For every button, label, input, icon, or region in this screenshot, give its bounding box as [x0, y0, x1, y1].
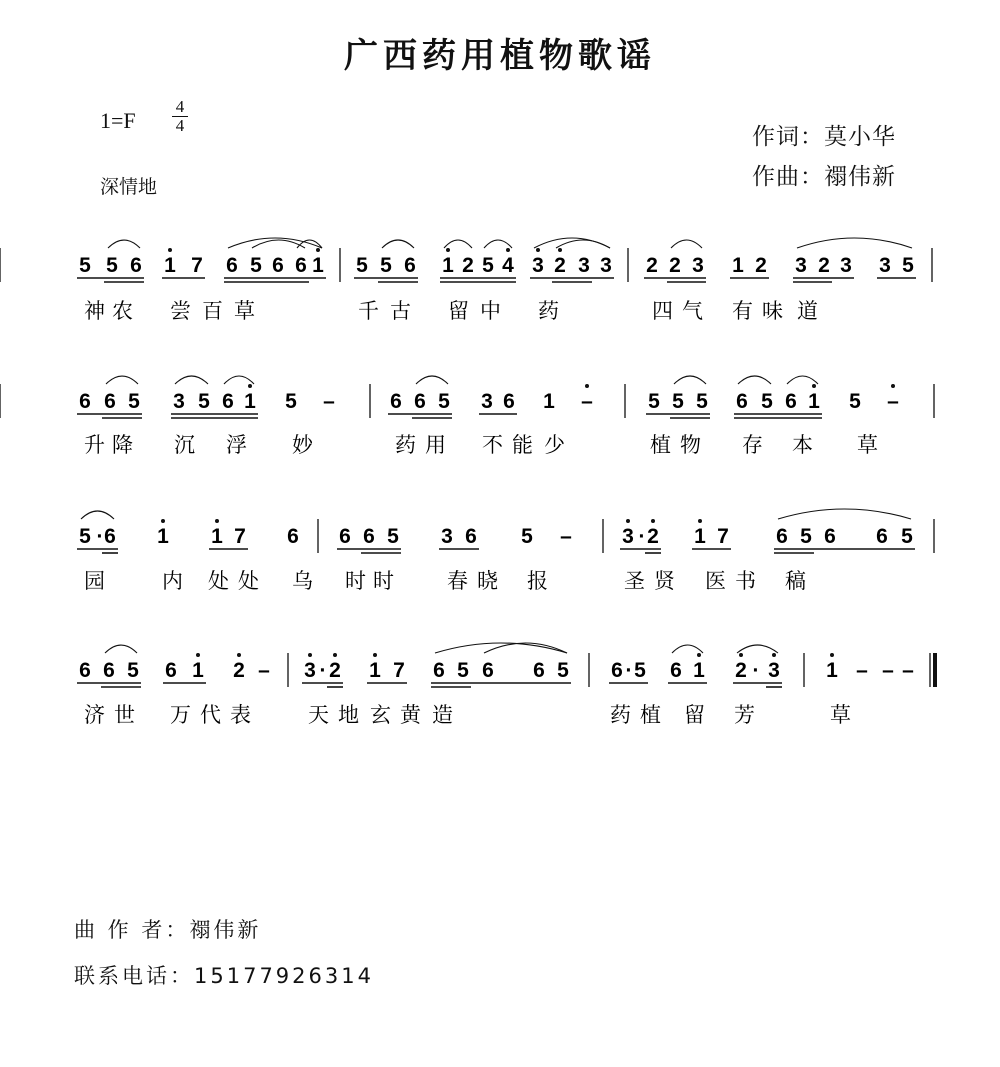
note: 3	[304, 659, 316, 682]
lyric-char: 用	[425, 433, 446, 457]
slur	[106, 376, 138, 384]
lyric-char: 医	[705, 569, 726, 593]
lyric-char: 降	[112, 433, 133, 457]
note: 6	[104, 390, 116, 413]
note: 6	[79, 390, 91, 413]
lyric-char: 济	[84, 703, 105, 727]
note: 2	[554, 254, 566, 277]
octave-dot-above	[626, 519, 630, 523]
note: 3	[173, 390, 185, 413]
lyricist-credit: 作词：莫小华	[752, 124, 896, 150]
note: 5	[521, 525, 533, 548]
octave-dot-above	[316, 248, 320, 252]
note: 3	[795, 254, 807, 277]
octave-dot-above	[697, 653, 701, 657]
octave-dot-above	[237, 653, 241, 657]
note: 6	[226, 254, 238, 277]
note: 1	[442, 254, 454, 277]
octave-dot-above	[333, 653, 337, 657]
note: 1	[369, 659, 381, 682]
lyric-char: 书	[735, 569, 756, 593]
octave-dot-above	[196, 653, 200, 657]
note: 6	[533, 659, 545, 682]
lyric-char: 存	[742, 433, 763, 457]
dot-note: ·	[96, 525, 104, 548]
lyric-char: 千	[358, 299, 379, 323]
octave-dot-above	[891, 384, 895, 388]
note: 3	[692, 254, 704, 277]
note: 5	[250, 254, 262, 277]
note: 1	[543, 390, 555, 413]
lyric-char: 植	[650, 433, 671, 457]
slur	[738, 376, 771, 384]
note: 3	[768, 659, 780, 682]
note: 7	[717, 525, 729, 548]
octave-dot-above	[739, 653, 743, 657]
lyric-char: 少	[544, 433, 565, 457]
note: 7	[191, 254, 203, 277]
octave-dot-above	[698, 519, 702, 523]
lyric-char: 尝	[170, 299, 191, 323]
note: 5	[127, 659, 139, 682]
note: 5	[648, 390, 660, 413]
time-signature-unit: 4	[175, 116, 185, 135]
dot-note: ·	[319, 659, 327, 682]
note: 6	[503, 390, 515, 413]
octave-dot-above	[812, 384, 816, 388]
slur	[444, 240, 472, 248]
octave-dot-above	[506, 248, 510, 252]
note: 6	[404, 254, 416, 277]
lyric-char: 药	[610, 703, 631, 727]
note: 2	[818, 254, 830, 277]
note: 5	[457, 659, 469, 682]
slur	[671, 240, 702, 248]
note: 6	[876, 525, 888, 548]
note: 3	[532, 254, 544, 277]
dash-note: –	[856, 659, 868, 682]
lyric-char: 不	[482, 433, 503, 457]
dash-note: –	[887, 390, 899, 413]
note: 6	[670, 659, 682, 682]
note: 5	[696, 390, 708, 413]
note: 5	[380, 254, 392, 277]
note: 6	[103, 659, 115, 682]
slur	[105, 645, 137, 653]
note: 4	[502, 254, 514, 277]
note: 6	[433, 659, 445, 682]
note: 5	[672, 390, 684, 413]
note: 5	[557, 659, 569, 682]
note: 7	[393, 659, 405, 682]
note: 2	[669, 254, 681, 277]
lyric-char: 乌	[292, 569, 313, 593]
lyric-char: 造	[432, 703, 453, 727]
slur	[224, 376, 254, 384]
note: 1	[157, 525, 169, 548]
time-signature-beats: 4	[175, 97, 185, 116]
lyric-char: 神	[84, 299, 105, 323]
slur	[672, 645, 703, 653]
note: 1	[192, 659, 204, 682]
note: 6	[104, 525, 116, 548]
note: 5	[356, 254, 368, 277]
octave-dot-above	[585, 384, 589, 388]
note: 6	[776, 525, 788, 548]
dot-note: ·	[638, 525, 646, 548]
slur	[787, 376, 818, 384]
slur	[416, 376, 448, 384]
lyric-char: 古	[390, 299, 411, 323]
note: 2	[233, 659, 245, 682]
note: 3	[600, 254, 612, 277]
lyric-char: 玄	[370, 703, 391, 727]
slur	[81, 511, 114, 519]
footer-phone: 联系电话：15177926314	[74, 964, 374, 988]
dash-note: –	[902, 659, 914, 682]
octave-dot-above	[215, 519, 219, 523]
note: 6	[79, 659, 91, 682]
lyric-char: 药	[395, 433, 416, 457]
lyric-char: 本	[792, 433, 813, 457]
lyric-char: 春	[447, 569, 468, 593]
slur	[556, 240, 610, 248]
note: 5	[902, 254, 914, 277]
note: 1	[244, 390, 256, 413]
slur	[382, 240, 414, 248]
slur	[435, 643, 567, 653]
score-row	[0, 376, 934, 457]
note: 3	[840, 254, 852, 277]
note: 6	[785, 390, 797, 413]
note: 2	[647, 525, 659, 548]
note: 5	[761, 390, 773, 413]
lyric-char: 气	[682, 299, 703, 323]
lyric-char: 有	[732, 299, 753, 323]
lyric-char: 处	[238, 569, 259, 593]
composer-credit: 作曲：禤伟新	[752, 164, 896, 190]
lyric-char: 留	[448, 299, 469, 323]
note: 6	[363, 525, 375, 548]
lyric-char: 地	[338, 703, 359, 727]
lyric-char: 农	[112, 299, 133, 323]
note: 3	[578, 254, 590, 277]
lyric-char: 晓	[477, 569, 498, 593]
lyric-char: 升	[84, 433, 105, 457]
note: 1	[732, 254, 744, 277]
note: 5	[79, 254, 91, 277]
lyric-char: 处	[208, 569, 229, 593]
note: 6	[222, 390, 234, 413]
octave-dot-above	[830, 653, 834, 657]
note: 6	[272, 254, 284, 277]
key-signature: 1=F	[100, 108, 136, 133]
note: 6	[287, 525, 299, 548]
lyric-char: 浮	[226, 433, 247, 457]
lyric-char: 时	[345, 569, 366, 593]
lyric-char: 草	[830, 703, 851, 727]
dash-note: –	[882, 659, 894, 682]
note: 1	[312, 254, 324, 277]
note: 6	[611, 659, 623, 682]
note: 3	[879, 254, 891, 277]
dash-note: –	[560, 525, 572, 548]
note: 6	[824, 525, 836, 548]
lyric-char: 贤	[654, 569, 675, 593]
note: 1	[826, 659, 838, 682]
note: 2	[735, 659, 747, 682]
note: 1	[693, 659, 705, 682]
note: 5	[849, 390, 861, 413]
lyric-char: 百	[202, 299, 223, 323]
octave-dot-above	[308, 653, 312, 657]
lyric-char: 黄	[400, 703, 421, 727]
lyric-char: 味	[762, 299, 783, 323]
dash-note: –	[581, 390, 593, 413]
note: 5	[128, 390, 140, 413]
slur	[484, 240, 512, 248]
note: 5	[198, 390, 210, 413]
note: 6	[736, 390, 748, 413]
score-row	[77, 643, 935, 727]
slur	[228, 238, 322, 248]
lyric-char: 草	[857, 433, 878, 457]
lyric-char: 天	[308, 703, 329, 727]
lyric-char: 稿	[785, 569, 806, 593]
lyric-char: 中	[480, 299, 501, 323]
octave-dot-above	[772, 653, 776, 657]
note: 5	[634, 659, 646, 682]
note: 1	[164, 254, 176, 277]
lyric-char: 物	[680, 433, 701, 457]
note: 2	[462, 254, 474, 277]
lyric-char: 表	[230, 703, 251, 727]
note: 6	[414, 390, 426, 413]
footer-author: 曲 作 者：禤伟新	[74, 918, 262, 942]
octave-dot-above	[446, 248, 450, 252]
note: 6	[390, 390, 402, 413]
octave-dot-above	[558, 248, 562, 252]
slur	[778, 509, 911, 519]
lyric-char: 万	[170, 703, 191, 727]
note: 6	[165, 659, 177, 682]
slur	[674, 376, 706, 384]
note: 3	[441, 525, 453, 548]
lyric-char: 芳	[734, 703, 755, 727]
note: 1	[808, 390, 820, 413]
slur	[737, 645, 778, 653]
note: 2	[755, 254, 767, 277]
slur	[252, 240, 305, 248]
lyric-char: 道	[797, 299, 818, 323]
note: 6	[130, 254, 142, 277]
octave-dot-above	[651, 519, 655, 523]
octave-dot-above	[373, 653, 377, 657]
lyric-char: 草	[234, 299, 255, 323]
note: 3	[481, 390, 493, 413]
lyric-char: 药	[538, 299, 559, 323]
octave-dot-above	[248, 384, 252, 388]
note: 5	[438, 390, 450, 413]
slur	[797, 238, 912, 248]
octave-dot-above	[161, 519, 165, 523]
dot-note: ·	[625, 659, 633, 682]
slur	[108, 240, 140, 248]
lyric-char: 园	[84, 569, 105, 593]
note: 2	[646, 254, 658, 277]
lyric-char: 报	[527, 569, 548, 593]
lyric-char: 代	[200, 703, 221, 727]
score-row	[77, 509, 934, 593]
note: 5	[79, 525, 91, 548]
octave-dot-above	[536, 248, 540, 252]
note: 5	[106, 254, 118, 277]
lyric-char: 时	[373, 569, 394, 593]
note: 1	[211, 525, 223, 548]
lyric-char: 植	[640, 703, 661, 727]
note: 6	[482, 659, 494, 682]
note: 6	[339, 525, 351, 548]
tempo-marking: 深情地	[100, 176, 158, 198]
lyric-char: 妙	[292, 433, 313, 457]
note: 6	[295, 254, 307, 277]
song-title: 广西药用植物歌谣	[344, 36, 656, 76]
note: 1	[694, 525, 706, 548]
note: 5	[387, 525, 399, 548]
note: 3	[622, 525, 634, 548]
score-row	[0, 238, 932, 323]
note: 2	[329, 659, 341, 682]
slur	[175, 376, 208, 384]
lyric-char: 世	[114, 703, 135, 727]
octave-dot-above	[168, 248, 172, 252]
lyric-char: 四	[652, 299, 673, 323]
lyric-char: 留	[684, 703, 705, 727]
lyric-char: 圣	[624, 569, 645, 593]
note: 5	[901, 525, 913, 548]
dash-note: –	[323, 390, 335, 413]
lyric-char: 沉	[174, 433, 195, 457]
lyric-char: 能	[512, 433, 533, 457]
dot-note: ·	[752, 659, 760, 682]
note: 6	[465, 525, 477, 548]
dash-note: –	[258, 659, 270, 682]
note: 5	[482, 254, 494, 277]
note: 7	[234, 525, 246, 548]
note: 5	[800, 525, 812, 548]
lyric-char: 内	[162, 569, 183, 593]
note: 5	[285, 390, 297, 413]
